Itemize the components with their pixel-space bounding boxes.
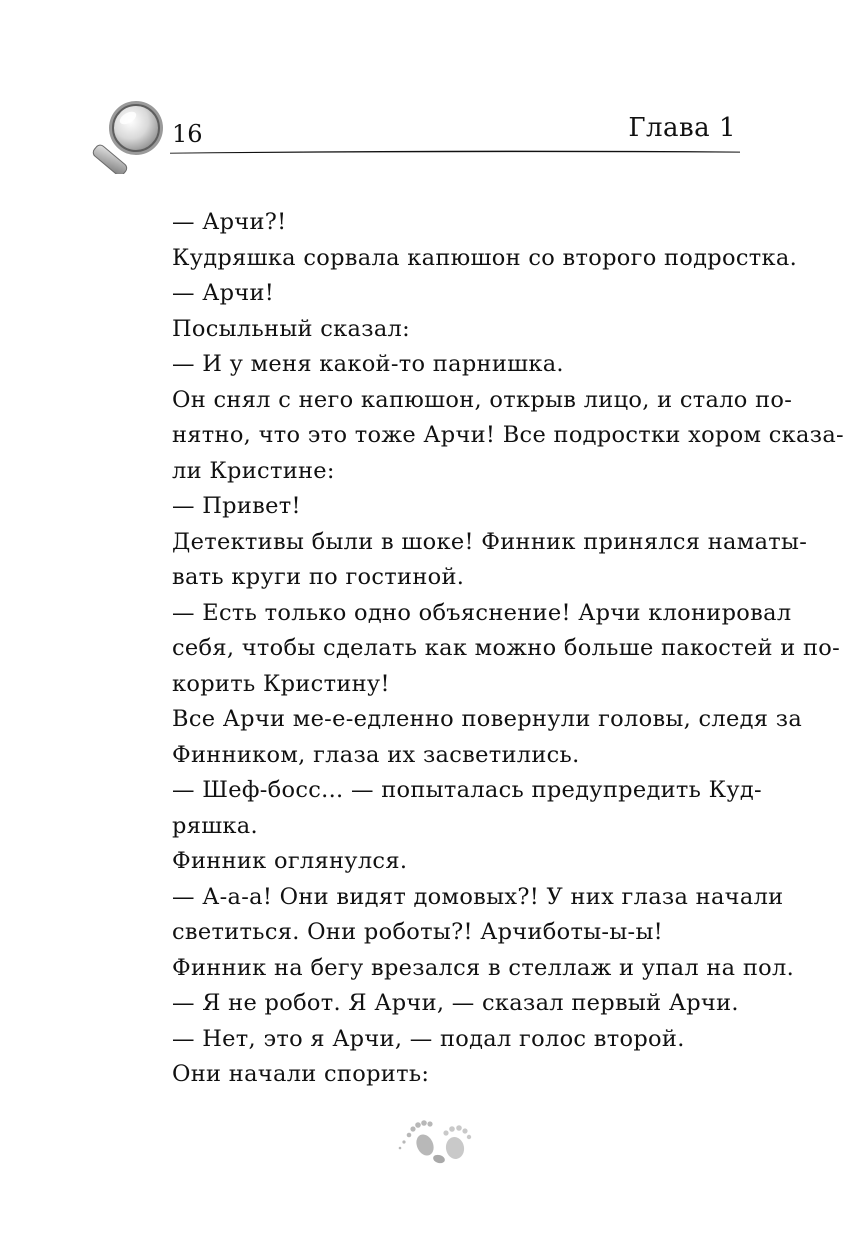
- paragraph: [172, 312, 738, 348]
- text-line: Детективы были в шоке! Финник принялся наматы-: [172, 528, 808, 555]
- text-line: себя, чтобы сделать как можно больше пакостей и по-: [172, 635, 841, 661]
- paragraph: [172, 773, 762, 844]
- text-line: ряшка.: [172, 812, 258, 839]
- text-line: светиться. Они роботы?! Арчиботы-ы-ы!: [172, 919, 663, 945]
- paragraph: [172, 241, 798, 277]
- paragraph: [172, 347, 738, 383]
- paragraph: [172, 489, 738, 525]
- paragraph: [172, 702, 803, 773]
- text-line: Он снял с него капюшон, открыв лицо, и стало по-: [172, 386, 793, 413]
- text-line: Финник на бегу врезался в стеллаж и упал на пол.: [172, 954, 795, 981]
- text-line: Финником, глаза их засветились.: [172, 741, 580, 768]
- text-line: Посыльный сказал:: [172, 315, 411, 342]
- text-line: — И у меня какой-то парнишка.: [172, 351, 564, 377]
- text-line: — Привет!: [172, 493, 301, 519]
- paragraph: [172, 1022, 738, 1058]
- text-line: корить Кристину!: [172, 670, 390, 697]
- text-line: — Есть только одно объяснение! Арчи клонировал: [172, 599, 792, 626]
- paragraph: [172, 205, 738, 241]
- text-line: Финник оглянулся.: [172, 848, 408, 874]
- text-line: — Арчи?!: [172, 209, 287, 235]
- paragraph: [172, 844, 738, 880]
- text-line: ли Кристине:: [172, 457, 335, 484]
- text-line: Они начали спорить:: [172, 1061, 430, 1087]
- page-number: 16: [172, 120, 203, 148]
- paragraph: [172, 596, 841, 703]
- paragraph: [172, 986, 738, 1022]
- text-line: — Нет, это я Арчи, — подал голос второй.: [172, 1025, 685, 1052]
- magnifying-glass-icon: [88, 96, 172, 174]
- paragraph: [172, 383, 844, 490]
- text-line: — Арчи!: [172, 280, 275, 306]
- paragraph: [172, 1057, 738, 1093]
- text-line: Все Арчи ме-е-едленно повернули головы, следя за: [172, 706, 803, 732]
- text-line: Кудряшка сорвала капюшон со второго подростка.: [172, 244, 798, 271]
- text-line: — Я не робот. Я Арчи, — сказал первый Арчи.: [172, 990, 739, 1016]
- body-text: [172, 205, 844, 1093]
- paragraph: [172, 951, 795, 987]
- header-rule: [170, 148, 740, 156]
- text-line: — Шеф-босс... — попыталась предупредить Куд-: [172, 777, 762, 803]
- chapter-title: Глава 1: [628, 113, 736, 143]
- text-line: — А-а-а! Они видят домовых?! У них глаза начали: [172, 883, 784, 910]
- footprints-icon: [395, 1115, 477, 1167]
- paragraph: [172, 276, 738, 312]
- text-line: вать круги по гостиной.: [172, 564, 465, 590]
- paragraph: [172, 525, 808, 596]
- text-line: нятно, что это тоже Арчи! Все подростки хором сказа-: [172, 422, 844, 448]
- paragraph: [172, 880, 784, 951]
